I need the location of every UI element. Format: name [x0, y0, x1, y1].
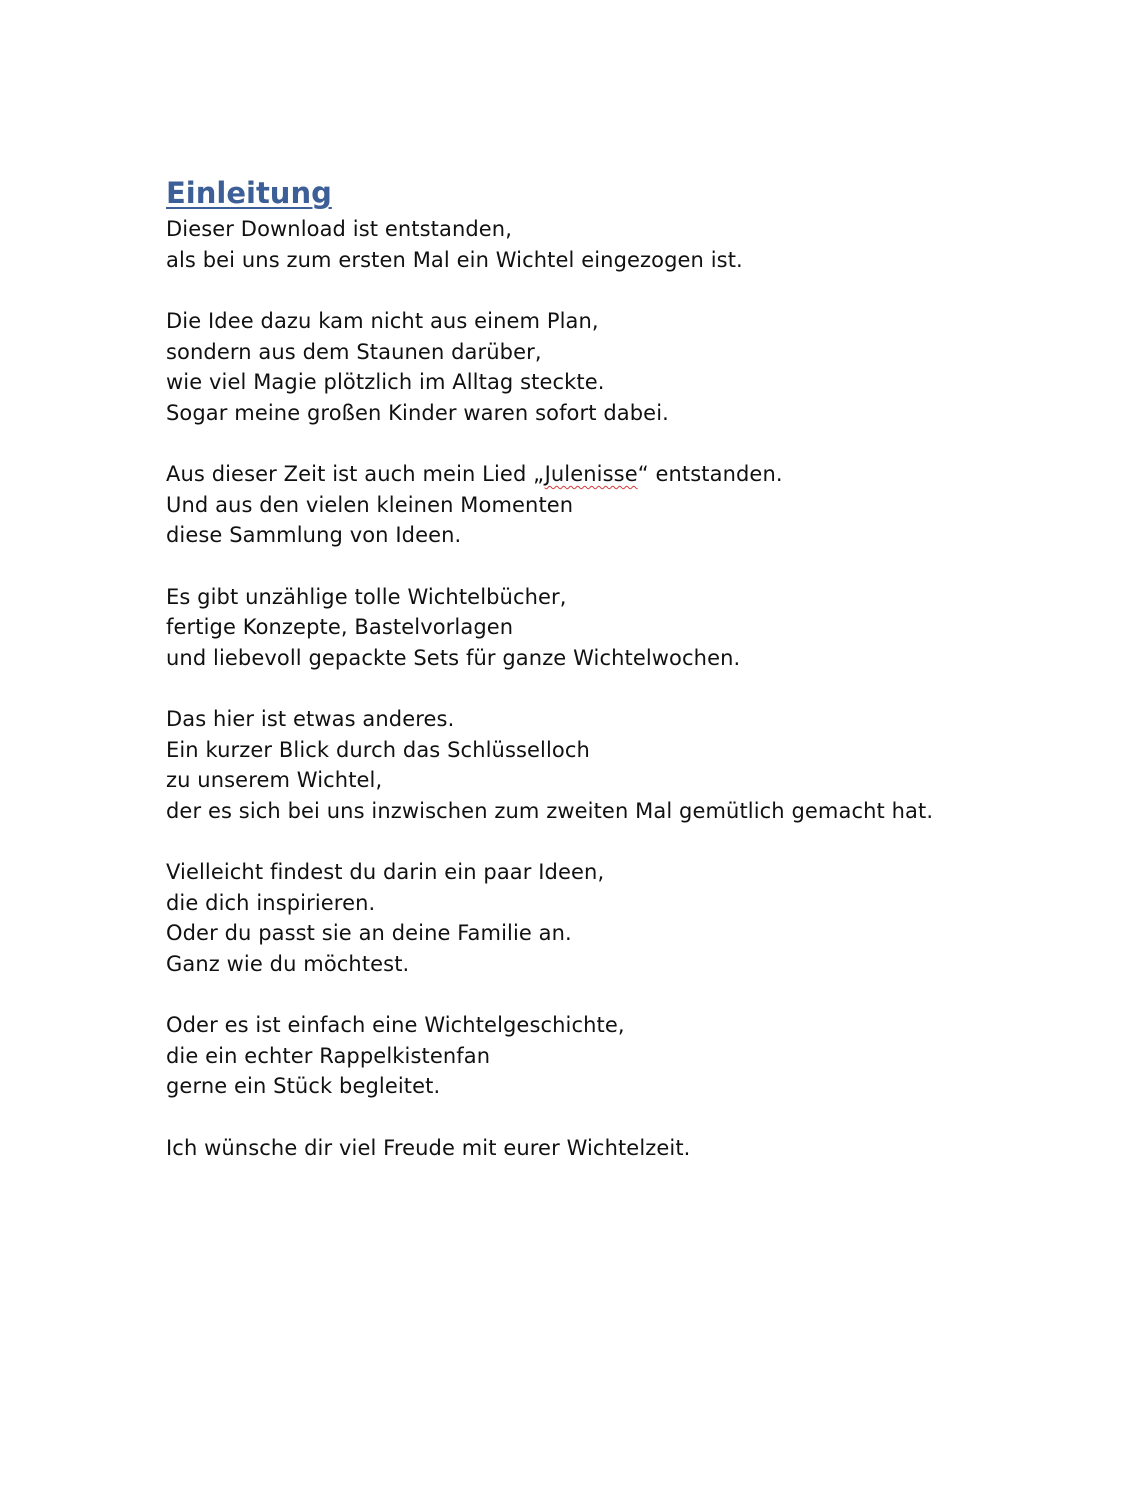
text-line: Sogar meine großen Kinder waren sofort dabei. [166, 400, 669, 425]
text-line: Und aus den vielen kleinen Momenten [166, 492, 574, 517]
text-line: sondern aus dem Staunen darüber, [166, 339, 542, 364]
text-line: der es sich bei uns inzwischen zum zweiten Mal gemütlich gemacht hat. [166, 798, 934, 823]
text-line: gerne ein Stück begleitet. [166, 1074, 441, 1098]
text-line: diese Sammlung von Ideen. [166, 523, 462, 547]
text-line: Das hier ist etwas anderes. [166, 707, 455, 731]
paragraph-7 [166, 1010, 1086, 1102]
text-line [166, 459, 1086, 490]
text-line: Dieser Download ist entstanden, [166, 217, 512, 241]
text-line: und liebevoll gepackte Sets für ganze Wichtelwochen. [166, 645, 741, 670]
page-title: Einleitung [166, 176, 332, 210]
paragraph-6 [166, 857, 1086, 979]
paragraph-3 [166, 459, 1086, 551]
text-line: zu unserem Wichtel, [166, 768, 383, 792]
spellcheck-word: Julenisse [544, 462, 638, 486]
paragraph-5 [166, 704, 1086, 826]
text-line: Ganz wie du möchtest. [166, 951, 410, 976]
text-segment: Aus dieser Zeit ist auch mein Lied „ [166, 462, 545, 486]
paragraph-1 [166, 214, 1086, 275]
text-line: Ein kurzer Blick durch das Schlüsselloch [166, 737, 590, 762]
paragraph-8 [166, 1133, 1086, 1164]
text-line: wie viel Magie plötzlich im Alltag steckte. [166, 370, 605, 394]
paragraph-4 [166, 582, 1086, 674]
text-line: Vielleicht findest du darin ein paar Ideen, [166, 860, 605, 884]
text-line: die dich inspirieren. [166, 890, 376, 915]
text-line: Ich wünsche dir viel Freude mit eurer Wichtelzeit. [166, 1135, 691, 1160]
document-body [166, 172, 1086, 1194]
text-segment: “ entstanden. [637, 462, 783, 486]
text-line: die ein echter Rappelkistenfan [166, 1043, 491, 1068]
text-line: fertige Konzepte, Bastelvorlagen [166, 615, 514, 639]
text-line: als bei uns zum ersten Mal ein Wichtel eingezogen ist. [166, 247, 743, 272]
text-line: Oder du passt sie an deine Familie an. [166, 921, 572, 945]
text-line: Es gibt unzählige tolle Wichtelbücher, [166, 584, 567, 609]
text-line: Oder es ist einfach eine Wichtelgeschichte, [166, 1013, 625, 1037]
text-line: Die Idee dazu kam nicht aus einem Plan, [166, 309, 599, 333]
paragraph-2 [166, 306, 1086, 428]
